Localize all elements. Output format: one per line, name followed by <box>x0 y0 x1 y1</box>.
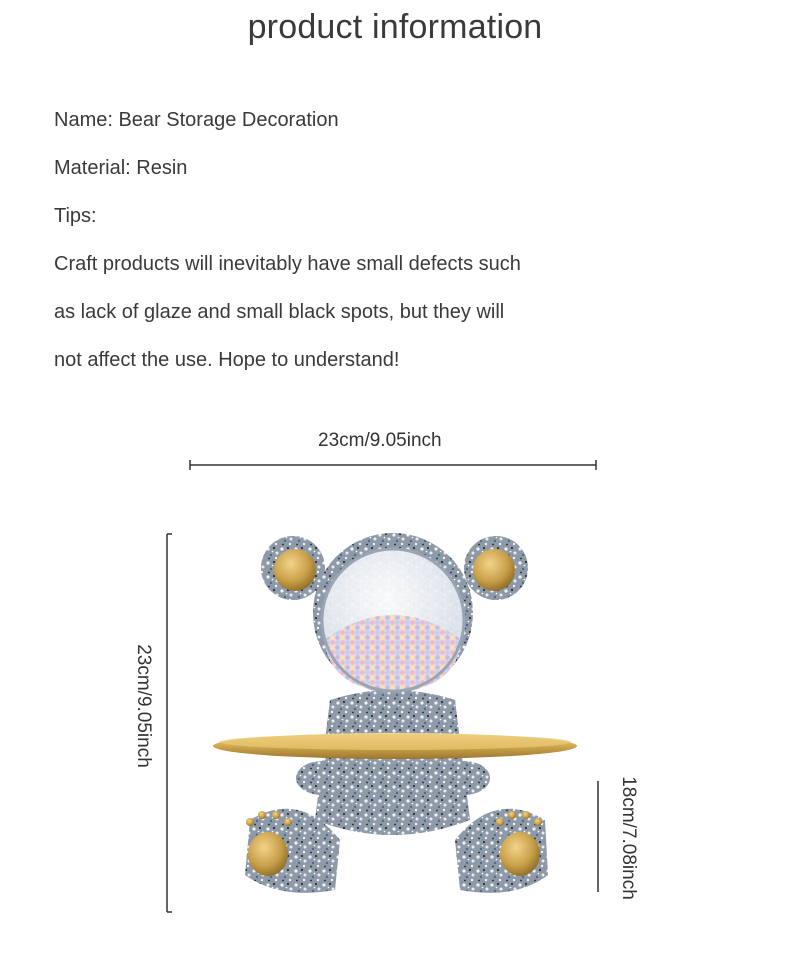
tray-height-dimension-label: 18cm/7.08inch <box>618 776 639 900</box>
width-dimension-line <box>190 460 596 470</box>
tips-line-2: as lack of glaze and small black spots, but they will <box>54 301 505 323</box>
tips-line-3: not affect the use. Hope to understand! <box>54 349 400 371</box>
width-dimension-label: 23cm/9.05inch <box>318 430 442 451</box>
tips-line-1: Craft products will inevitably have small defects such <box>54 253 521 275</box>
bear-illustration <box>213 533 577 893</box>
page-title: product information <box>247 8 543 46</box>
product-material: Material: Resin <box>54 157 188 179</box>
product-name: Name: Bear Storage Decoration <box>54 109 339 131</box>
tips-label: Tips: <box>54 205 97 227</box>
height-dimension-label: 23cm/9.05inch <box>133 644 154 768</box>
height-dimension-line <box>167 534 172 912</box>
